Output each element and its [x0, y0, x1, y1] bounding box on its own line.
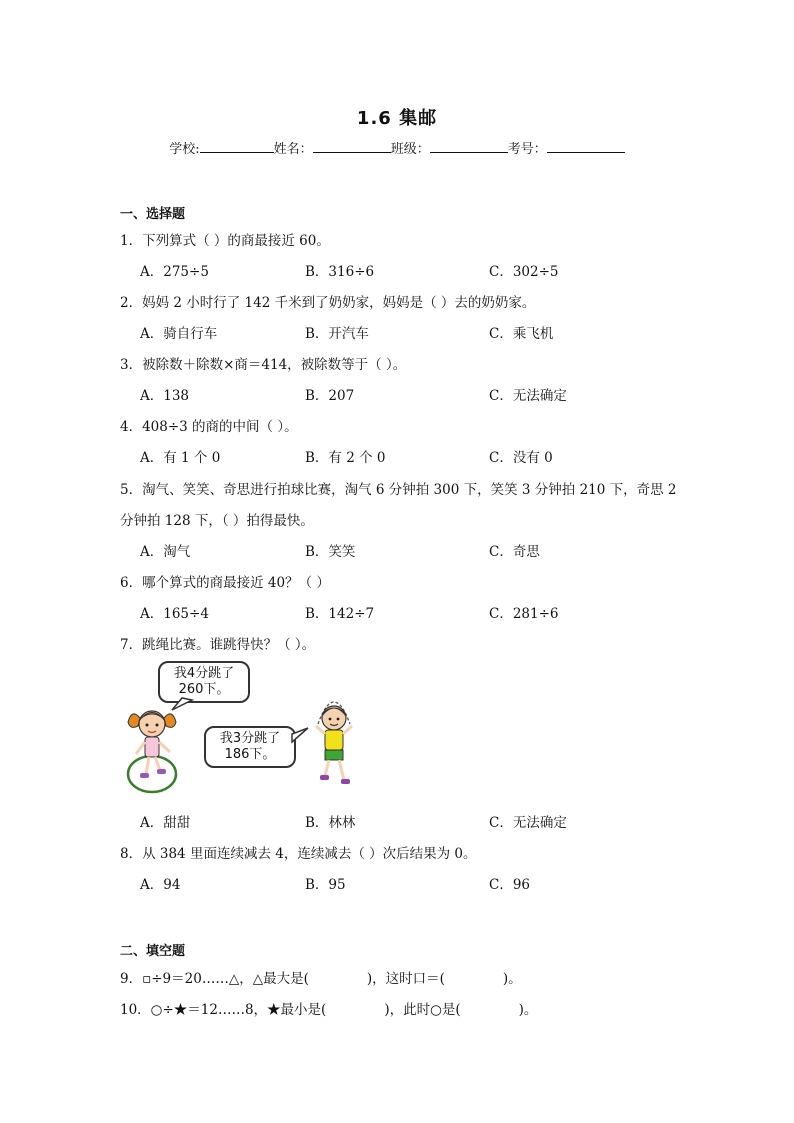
- student-info-line: [0, 138, 794, 157]
- class-label: 班级：: [390, 142, 430, 157]
- fill-question-part1: 10．○÷★＝12……8，★最小是(: [120, 1002, 327, 1018]
- section-heading-fill: 二、填空题: [120, 944, 186, 959]
- boy-speech-line1: 我3分跳了: [219, 731, 281, 746]
- boy-figure: [316, 702, 352, 784]
- fill-question-part2: )，此时○是(: [384, 1002, 461, 1018]
- question-stem: 2．妈妈 2 小时行了 142 千米到了奶奶家，妈妈是（ ）去的奶奶家。: [120, 295, 536, 311]
- option-a[interactable]: A．甜甜: [140, 815, 191, 831]
- option-b[interactable]: B．笑笑: [305, 544, 356, 560]
- girl-speech-line2: 260下。: [178, 682, 230, 697]
- school-label: 学校:: [169, 142, 200, 157]
- girl-figure: [128, 711, 176, 792]
- option-b[interactable]: B．316÷6: [305, 264, 375, 280]
- boy-bubble-tail: [292, 728, 308, 742]
- boy-speech-line2: 186下。: [224, 747, 276, 762]
- option-c[interactable]: C．没有 0: [489, 450, 553, 466]
- school-blank[interactable]: [200, 138, 274, 153]
- option-a[interactable]: A．165÷4: [140, 606, 209, 622]
- question-stem: 6．哪个算式的商最接近 40？（ ）: [120, 575, 330, 591]
- girl-bubble-tail: [172, 698, 192, 710]
- boy-shirt: [325, 730, 343, 750]
- option-b[interactable]: B．207: [305, 388, 355, 404]
- question-stem: 8．从 384 里面连续减去 4，连续减去（ ）次后结果为 0。: [120, 846, 477, 862]
- fill-question-part2: )，这时口＝(: [366, 971, 445, 987]
- girl-speech-line1: 我4分跳了: [173, 666, 235, 681]
- option-a[interactable]: A．淘气: [140, 544, 191, 560]
- option-b[interactable]: B．林林: [305, 815, 356, 831]
- id-label: 考号：: [507, 142, 547, 157]
- fill-question: [120, 967, 522, 987]
- option-c[interactable]: C．281÷6: [489, 606, 559, 622]
- option-a[interactable]: A．94: [140, 877, 181, 893]
- option-c[interactable]: C．奇思: [489, 544, 540, 560]
- question-stem: 7．跳绳比赛。谁跳得快？（ ）。: [120, 637, 316, 653]
- option-a[interactable]: A．骑自行车: [140, 326, 218, 342]
- option-b[interactable]: B．有 2 个 0: [305, 450, 386, 466]
- section-heading-choice: 一、选择题: [120, 207, 186, 222]
- option-c[interactable]: C．302÷5: [489, 264, 559, 280]
- fill-question-part3: )。: [518, 1002, 538, 1018]
- boy-head: [322, 706, 346, 730]
- fill-question: [120, 998, 537, 1018]
- girl-dress: [145, 737, 159, 757]
- name-label: 姓名：: [273, 142, 313, 157]
- option-c[interactable]: C．96: [489, 877, 531, 893]
- question-stem: 3．被除数＋除数×商＝414，被除数等于（ ）。: [120, 357, 407, 373]
- fill-question-part3: )。: [502, 971, 522, 987]
- question-stem: 5．淘气、笑笑、奇思进行拍球比赛，淘气 6 分钟拍 300 下，笑笑 3 分钟拍 210 下，奇思 2: [120, 482, 677, 498]
- option-c[interactable]: C．无法确定: [489, 815, 567, 831]
- id-blank[interactable]: [547, 138, 625, 153]
- boy-shorts: [325, 750, 343, 760]
- jump-rope-illustration: [120, 690, 380, 805]
- page-title: 1.6 集邮: [356, 108, 438, 129]
- question-stem: 4．408÷3 的商的中间（ ）。: [120, 419, 298, 435]
- question-stem-continued: 分钟拍 128 下，（ ）拍得最快。: [120, 513, 314, 529]
- girl-hoop-rope: [128, 756, 176, 792]
- option-a[interactable]: A．275÷5: [140, 264, 209, 280]
- option-b[interactable]: B．95: [305, 877, 346, 893]
- name-blank[interactable]: [313, 138, 391, 153]
- fill-question-part1: 9．▫÷9＝20……△，△最大是(: [120, 971, 309, 987]
- option-a[interactable]: A．138: [140, 388, 190, 404]
- option-b[interactable]: B．142÷7: [305, 606, 375, 622]
- option-a[interactable]: A．有 1 个 0: [140, 450, 221, 466]
- option-c[interactable]: C．无法确定: [489, 388, 567, 404]
- class-blank[interactable]: [430, 138, 508, 153]
- option-b[interactable]: B．开汽车: [305, 326, 369, 342]
- option-c[interactable]: C．乘飞机: [489, 326, 554, 342]
- question-stem: 1．下列算式（ ）的商最接近 60。: [120, 233, 330, 249]
